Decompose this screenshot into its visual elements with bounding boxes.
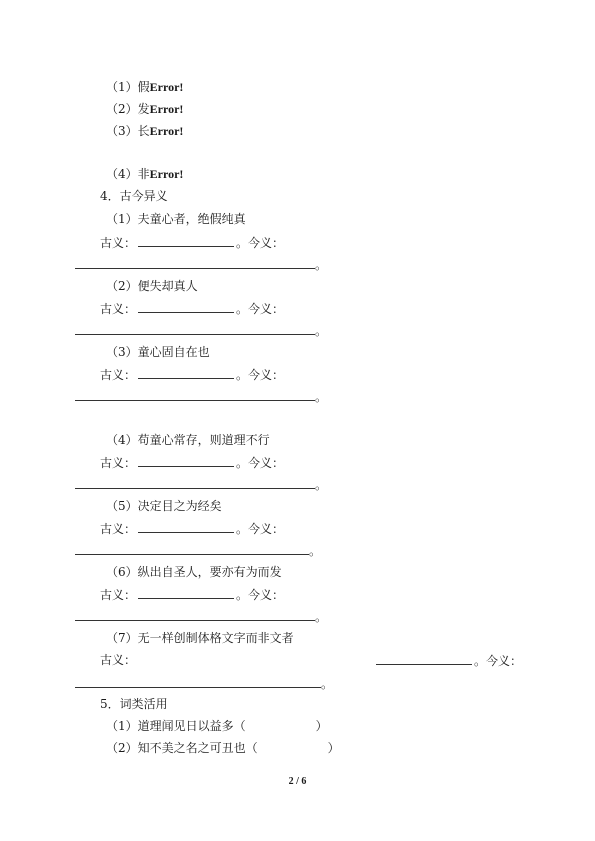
jin-label: 。今义： [236,302,285,316]
jin-row-3 [75,389,327,404]
jin-row-6 [75,609,327,624]
section-4-item-2: （2）便失却真人 [106,279,198,293]
item-prefix: （3）长 [106,124,150,138]
gu-label: 古义： [100,522,137,536]
item-prefix: （4）非 [106,167,150,181]
jin-blank[interactable] [75,609,315,621]
jin-row-2 [75,323,327,338]
gu-label: 古义： [100,236,137,250]
jin-label: 。今义： [236,456,285,470]
gu-jin-row-6 [100,587,284,602]
item-text: （1）道理闻见日以益多（ [106,719,246,733]
gu-jin-row-1 [100,235,284,250]
error-text: Error! [149,102,184,116]
gu-label: 古义： [100,588,137,602]
jin-blank[interactable] [75,676,321,688]
gu-label: 古义： [100,368,137,382]
jin-label: 。今义： [236,588,285,602]
gu-blank[interactable] [138,301,234,313]
jin-blank[interactable] [75,323,315,335]
item-3-1 [106,80,183,94]
item-text: （2）知不美之名之可丑也（ [106,741,258,755]
item-prefix: （1）假 [106,80,150,94]
period: 。 [309,544,322,558]
item-3-4 [106,167,183,181]
jin-row-7 [75,676,333,691]
section-4-heading: 4．古今异义 [100,189,168,203]
section-5-heading: 5．词类活用 [100,697,168,711]
gu-jin-row-3 [100,367,284,382]
section-4-item-7: （7）无一样创制体格文字而非文者 [106,631,294,645]
period: 。 [315,324,328,338]
gu-label-row-7: 古义： [100,653,137,667]
gu-jin-row-4 [100,455,284,470]
jin-blank[interactable] [75,543,309,555]
jin-row-5 [75,543,321,558]
gu-blank[interactable] [138,367,234,379]
item-3-2 [106,102,183,116]
error-text: Error! [149,124,184,138]
close-paren: ） [327,741,340,755]
gu-blank[interactable] [376,653,472,665]
section-4-item-4: （4）苟童心常存，则道理不行 [106,433,270,447]
period: 。 [315,390,328,404]
period: 。 [321,677,334,691]
close-paren: ） [315,719,328,733]
jin-row-1 [75,257,327,272]
gu-blank[interactable] [138,521,234,533]
gu-blank[interactable] [138,455,234,467]
jin-row-4 [75,477,327,492]
jin-label-row-7 [376,653,522,668]
period: 。 [315,258,328,272]
jin-blank[interactable] [75,389,315,401]
section-5-item-2 [106,741,340,755]
jin-label: 。今义： [236,522,285,536]
section-4-item-5: （5）决定目之为经矣 [106,499,222,513]
gu-label: 古义： [100,302,137,316]
page-number: 2 / 6 [288,776,307,787]
item-prefix: （2）发 [106,102,150,116]
period: 。 [315,478,328,492]
gu-label: 古义： [100,456,137,470]
jin-label: 。今义： [474,654,523,668]
section-4-item-1: （1）夫童心者，绝假纯真 [106,212,246,226]
section-4-item-6: （6）纵出自圣人，要亦有为而发 [106,565,282,579]
jin-label: 。今义： [236,368,285,382]
gu-jin-row-5 [100,521,284,536]
error-text: Error! [149,80,184,94]
gu-jin-row-2 [100,301,284,316]
error-text: Error! [149,167,184,181]
section-4-item-3: （3）童心固自在也 [106,345,210,359]
jin-blank[interactable] [75,477,315,489]
jin-blank[interactable] [75,257,315,269]
period: 。 [315,610,328,624]
gu-blank[interactable] [138,587,234,599]
jin-label: 。今义： [236,236,285,250]
gu-blank[interactable] [138,235,234,247]
section-5-item-1 [106,719,328,733]
item-3-3 [106,124,183,138]
